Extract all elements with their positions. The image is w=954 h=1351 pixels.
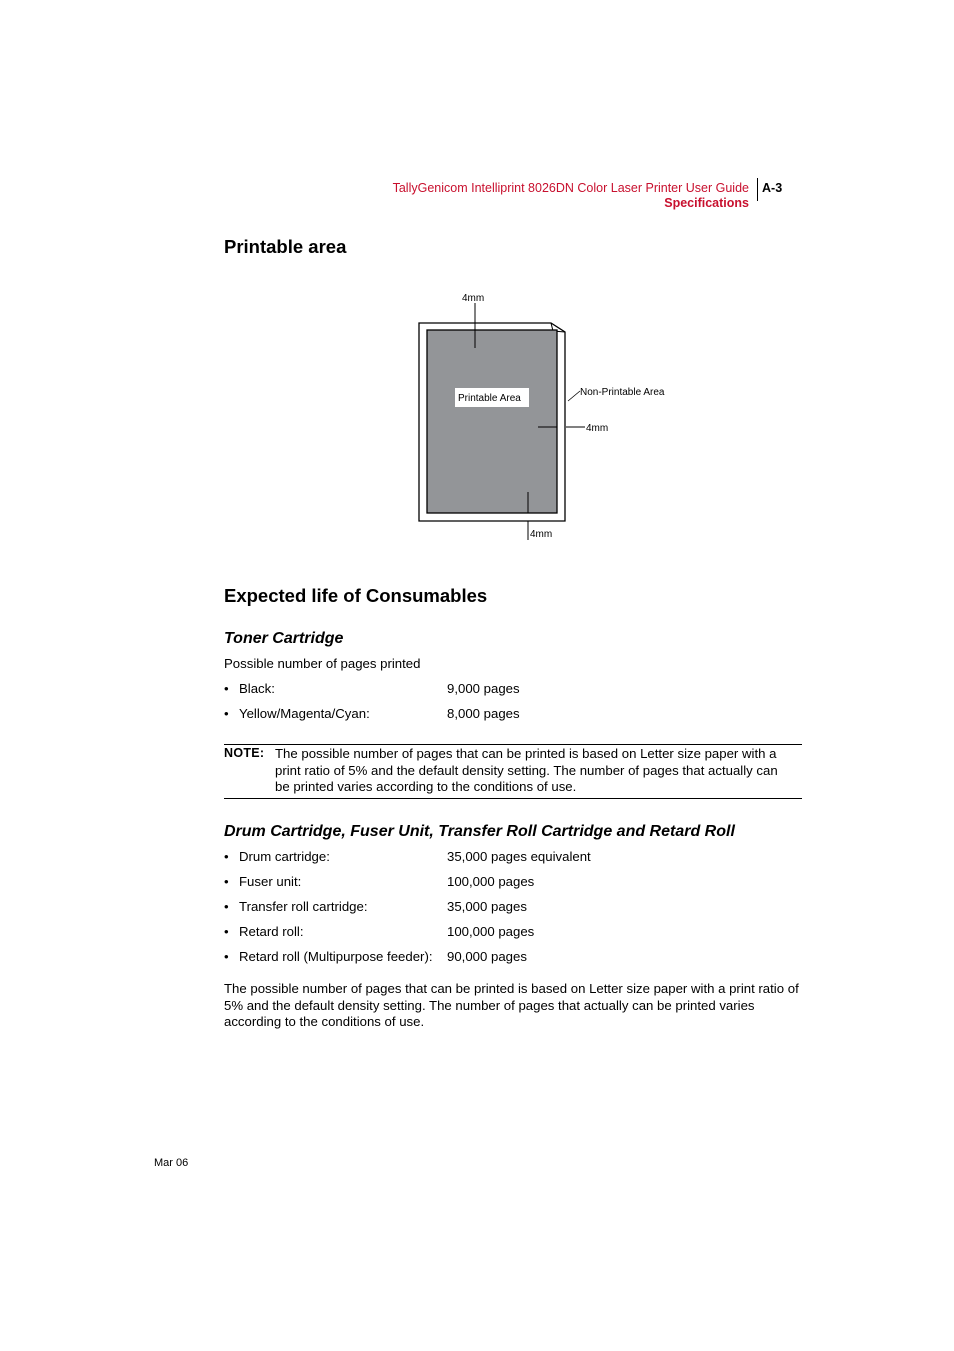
page-number: A-3 (762, 181, 783, 195)
list-item-value: 9,000 pages (447, 681, 520, 696)
list-item-value: 100,000 pages (447, 924, 535, 939)
list-item-value: 35,000 pages (447, 899, 527, 914)
bullet-icon: • (224, 899, 229, 914)
list-item-value: 35,000 pages equivalent (447, 849, 591, 864)
header-divider (757, 178, 758, 201)
drum-paragraph: The possible number of pages that can be printed is based on Letter size paper with a print ratio of 5% and the default density setting. The number of pages that actually can be printed varies according to the conditions of use. (224, 981, 799, 1029)
drum-heading: Drum Cartridge, Fuser Unit, Transfer Roll Cartridge and Retard Roll (224, 823, 735, 840)
non-printable-leader (568, 391, 580, 401)
consumables-heading: Expected life of Consumables (224, 585, 488, 606)
printable-area-label: Printable Area (458, 393, 521, 404)
top-margin-label: 4mm (462, 293, 485, 304)
note-label: NOTE: (224, 746, 265, 760)
list-item-label: Black: (239, 681, 275, 696)
bullet-icon: • (224, 681, 229, 696)
list-item-value: 90,000 pages (447, 949, 527, 964)
running-header-title: TallyGenicom Intelliprint 8026DN Color Laser Printer User Guide (392, 181, 749, 195)
running-header-section: Specifications (664, 196, 749, 210)
toner-heading: Toner Cartridge (224, 630, 344, 647)
list-item-label: Transfer roll cartridge: (239, 899, 368, 914)
bullet-icon: • (224, 949, 229, 964)
list-item-label: Retard roll: (239, 924, 304, 939)
printable-area-diagram (400, 285, 700, 550)
bullet-icon: • (224, 706, 229, 721)
list-item-label: Drum cartridge: (239, 849, 330, 864)
note-top-rule (224, 744, 802, 745)
list-item-value: 8,000 pages (447, 706, 520, 721)
toner-intro: Possible number of pages printed (224, 656, 421, 671)
footer-date: Mar 06 (154, 1157, 189, 1169)
list-item-value: 100,000 pages (447, 874, 535, 889)
printable-area-heading: Printable area (224, 236, 347, 257)
list-item-label: Retard roll (Multipurpose feeder): (239, 949, 433, 964)
right-margin-label: 4mm (586, 423, 609, 434)
bullet-icon: • (224, 849, 229, 864)
printable-area-rect (427, 330, 557, 513)
note-bottom-rule (224, 798, 802, 799)
list-item-label: Yellow/Magenta/Cyan: (239, 706, 370, 721)
list-item-label: Fuser unit: (239, 874, 302, 889)
bullet-icon: • (224, 924, 229, 939)
bottom-margin-label: 4mm (530, 529, 553, 540)
bullet-icon: • (224, 874, 229, 889)
non-printable-label: Non-Printable Area (580, 387, 665, 398)
note-text: The possible number of pages that can be printed is based on Letter size paper with a print ratio of 5% and the default density setting. The number of pages that actually can be printed varies according to the conditions of use. (275, 746, 778, 794)
